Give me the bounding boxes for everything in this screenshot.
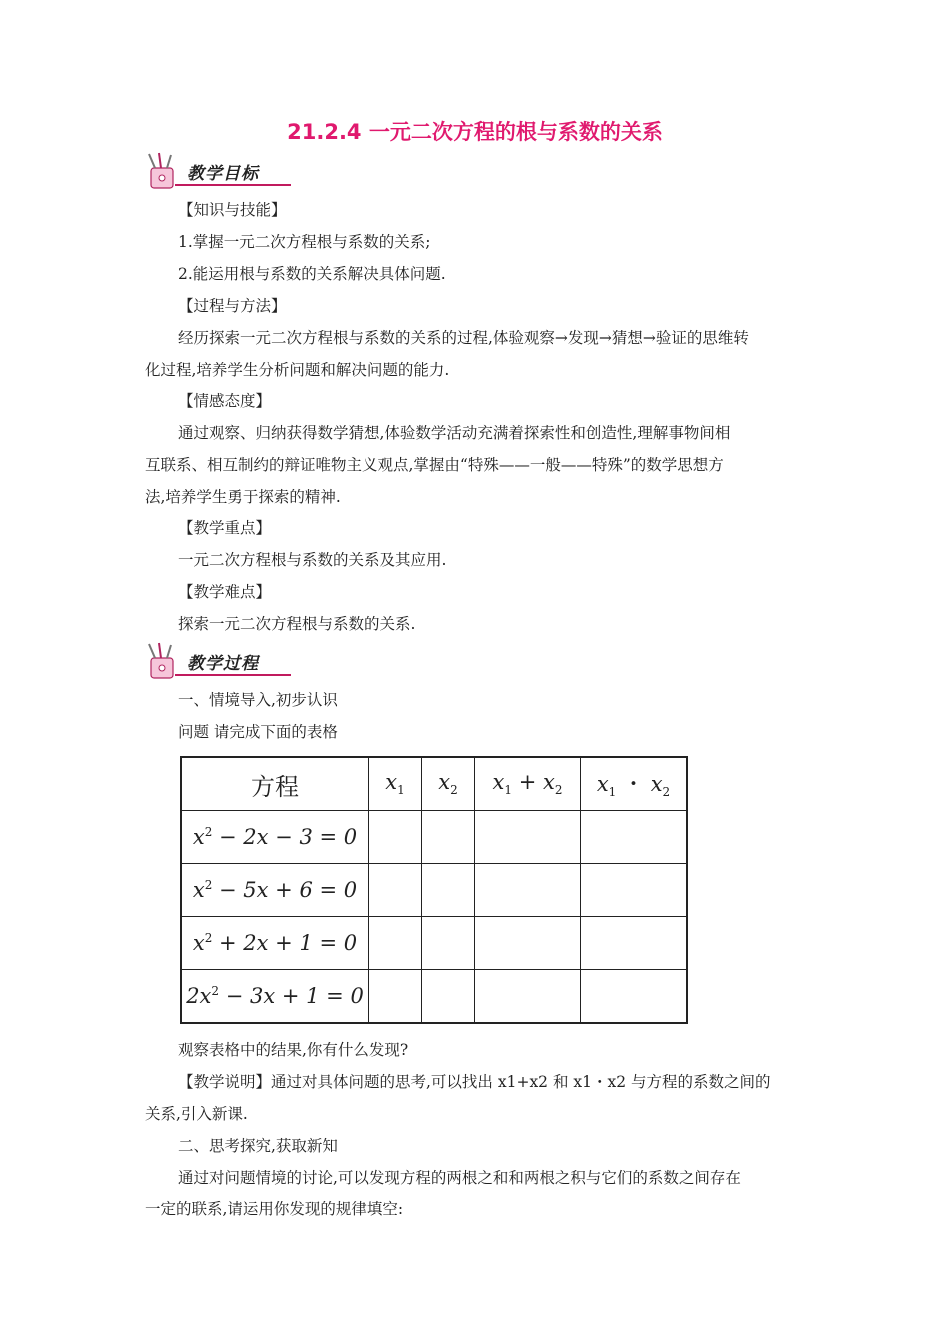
paragraph-line: 一元二次方程根与系数的关系及其应用. [178, 551, 447, 569]
answer-cell[interactable] [475, 811, 581, 864]
equation-cell: $x^2 - 2x - 3 = 0$ [181, 811, 369, 864]
paragraph-line: 2.能运用根与系数的关系解决具体问题. [178, 265, 446, 283]
table-row [181, 917, 687, 970]
header-x2: $x_2$ [422, 757, 475, 811]
answer-cell[interactable] [422, 864, 475, 917]
heading-process: 【过程与方法】 [178, 297, 287, 315]
answer-cell[interactable] [581, 811, 688, 864]
equation-cell: $2x^2 - 3x + 1 = 0$ [181, 970, 369, 1024]
table-row [181, 811, 687, 864]
paragraph-line: 互联系、相互制约的辩证唯物主义观点,掌握由“特殊——一般——特殊”的数学思想方 [145, 456, 724, 474]
header-x1: $x_1$ [369, 757, 422, 811]
table-header-row [181, 757, 687, 811]
heading-knowledge: 【知识与技能】 [178, 201, 287, 219]
banner-label: 教学过程 [187, 654, 259, 674]
table-row [181, 864, 687, 917]
paragraph-line: 通过对问题情境的讨论,可以发现方程的两根之和和两根之积与它们的系数之间存在 [178, 1169, 741, 1187]
answer-cell[interactable] [475, 864, 581, 917]
banner-label: 教学目标 [187, 164, 259, 184]
answer-cell[interactable] [422, 811, 475, 864]
paragraph-line: 探索一元二次方程根与系数的关系. [178, 615, 416, 633]
banner-underline [175, 674, 291, 676]
paragraph-line: 观察表格中的结果,你有什么发现? [178, 1041, 409, 1059]
header-product: $x_1$ ・ $x_2$ [581, 757, 688, 811]
heading-attitude: 【情感态度】 [178, 392, 272, 410]
header-equation: 方程 [181, 757, 369, 811]
table-row [181, 970, 687, 1024]
answer-cell[interactable] [581, 917, 688, 970]
equation-table [180, 756, 688, 1024]
answer-cell[interactable] [475, 970, 581, 1024]
section-heading: 二、思考探究,获取新知 [178, 1137, 338, 1155]
answer-cell[interactable] [422, 917, 475, 970]
answer-cell[interactable] [581, 970, 688, 1024]
paragraph-line: 通过观察、归纳获得数学猜想,体验数学活动充满着探索性和创造性,理解事物间相 [178, 424, 731, 442]
section-heading: 一、情境导入,初步认识 [178, 691, 338, 709]
answer-cell[interactable] [475, 917, 581, 970]
answer-cell[interactable] [581, 864, 688, 917]
paragraph-line: 法,培养学生勇于探索的精神. [145, 488, 341, 506]
answer-cell[interactable] [369, 917, 422, 970]
paragraph-line: 1.掌握一元二次方程根与系数的关系; [178, 233, 431, 251]
paragraph-line: 经历探索一元二次方程根与系数的关系的过程,体验观察→发现→猜想→验证的思维转 [178, 329, 749, 347]
equation-cell: $x^2 - 5x + 6 = 0$ [181, 864, 369, 917]
answer-cell[interactable] [369, 811, 422, 864]
paragraph-line: 化过程,培养学生分析问题和解决问题的能力. [145, 361, 450, 379]
banner-underline [175, 184, 291, 186]
section-banner-process [143, 642, 291, 682]
equation-cell: $x^2 + 2x + 1 = 0$ [181, 917, 369, 970]
answer-cell[interactable] [369, 970, 422, 1024]
heading-key-point: 【教学重点】 [178, 519, 272, 537]
page-title: 21.2.4 一元二次方程的根与系数的关系 [287, 120, 663, 144]
answer-cell[interactable] [369, 864, 422, 917]
section-banner-objectives [143, 152, 291, 192]
paragraph-line: 关系,引入新课. [145, 1105, 248, 1123]
header-sum: $x_1 + x_2$ [475, 757, 581, 811]
teaching-note: 【教学说明】通过对具体问题的思考,可以找出 x1+x2 和 x1・x2 与方程的系数之间的 [178, 1073, 771, 1091]
heading-difficulty: 【教学难点】 [178, 583, 272, 601]
answer-cell[interactable] [422, 970, 475, 1024]
question-line: 问题 请完成下面的表格 [178, 723, 338, 741]
paragraph-line: 一定的联系,请运用你发现的规律填空: [145, 1200, 404, 1218]
